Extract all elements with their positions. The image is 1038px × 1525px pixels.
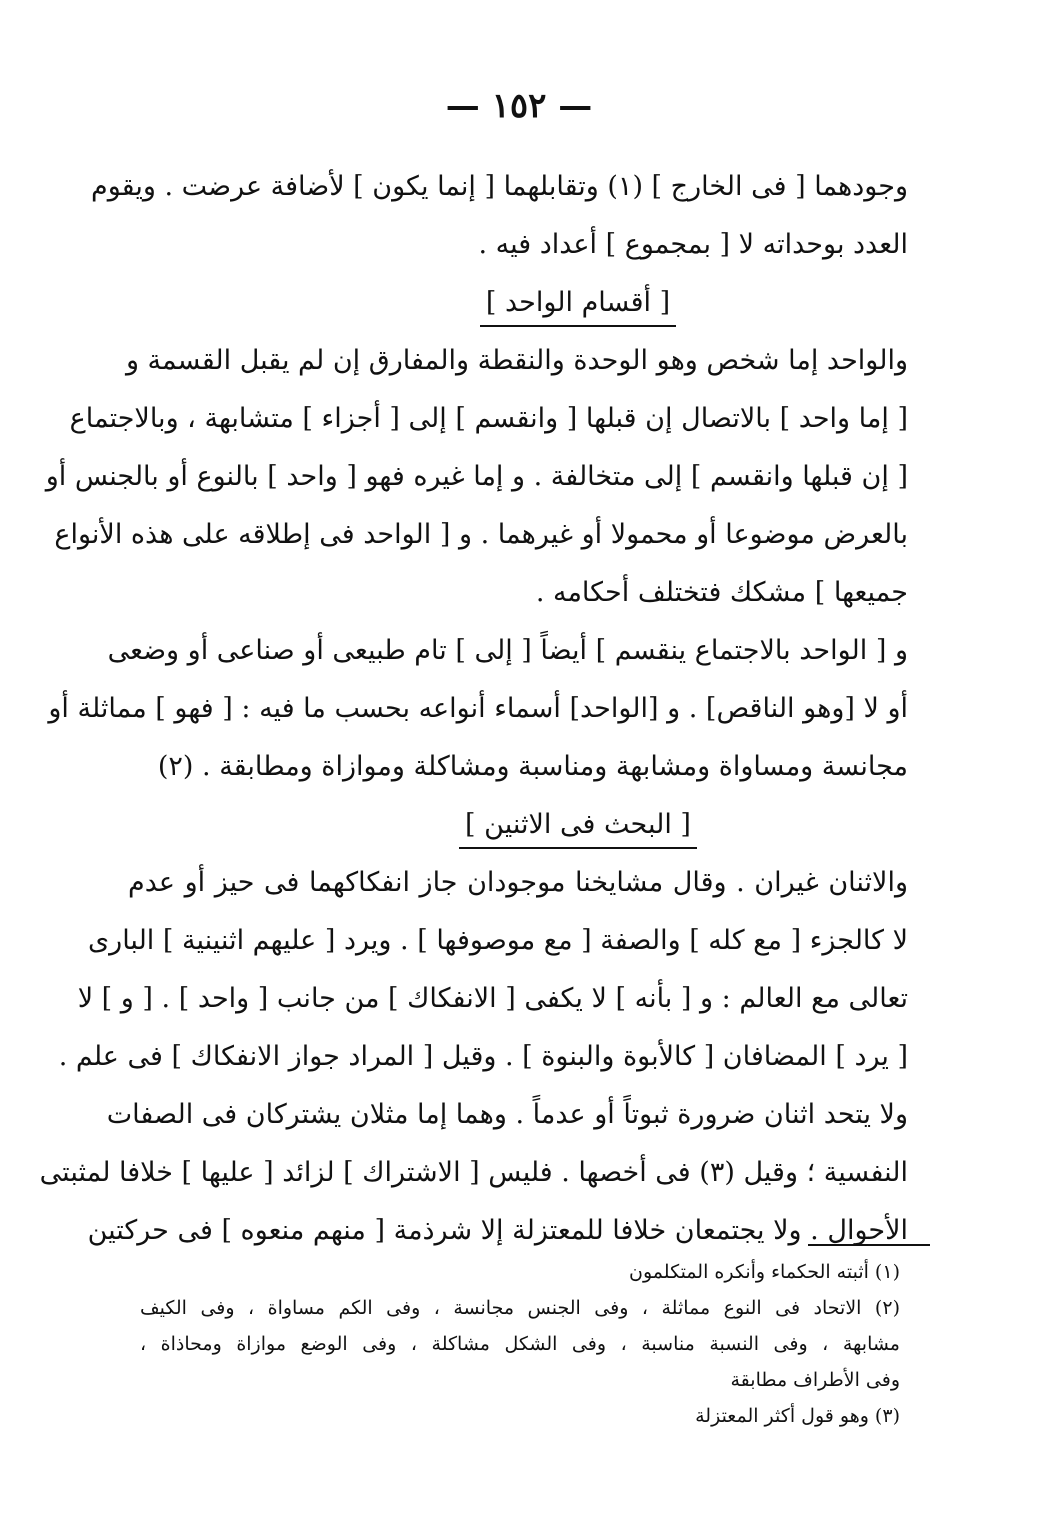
text-line: جميعها ] مشكك فتختلف أحكامه .: [535, 577, 908, 608]
section-heading: [128, 274, 908, 332]
section-heading-text: [ أقسام الواحد ]: [480, 281, 676, 327]
footnote: (٢) الاتحاد فى النوع مماثلة ، وفى الجنس مجانسة ، وفى الكم مساواة ، وفى الكيف: [140, 1297, 900, 1319]
main-text: [39, 158, 908, 1260]
section-heading: [128, 796, 908, 854]
footnotes: [140, 1254, 900, 1434]
text-line: بالعرض موضوعا أو محمولا أو غيرهما . و [ الواحد فى إطلاقه على هذه الأنواع: [54, 519, 908, 550]
text-line: والاثنان غيران . وقال مشايخنا موجودان جاز انفكاكهما فى حيز أو عدم: [128, 867, 908, 898]
text-line: النفسية ؛ وقيل (٣) فى أخصها . فليس [ الاشتراك ] لزائد [ عليها ] خلافا لمثبتى: [39, 1157, 908, 1188]
section-heading-text: [ البحث فى الاثنين ]: [459, 803, 697, 849]
text-line: [ إما واحد ] بالاتصال إن قبلها [ وانقسم ] إلى [ أجزاء ] متشابهة ، وبالاجتماع: [69, 403, 908, 434]
footnote-continuation: مشابهة ، وفى النسبة مناسبة ، وفى الشكل مشاكلة ، وفى الوضع موازاة ومحاذاة ،: [140, 1333, 900, 1355]
text-line: وجودهما [ فى الخارج ] (١) وتقابلهما [ إنما يكون ] لأضافة عرضت . ويقوم: [91, 171, 908, 202]
text-line: و [ الواحد بالاجتماع ينقسم ] أيضاً [ إلى ] تام طبيعى أو صناعى أو وضعى: [107, 635, 908, 666]
text-line: تعالى مع العالم : و [ بأنه ] لا يكفى [ الانفكاك ] من جانب [ واحد ] . [ و ] لا: [77, 983, 908, 1014]
text-line: مجانسة ومساواة ومشابهة ومناسبة ومشاكلة وموازاة ومطابقة . (٢): [157, 751, 908, 782]
text-line: العدد بوحداته لا [ بمجموع ] أعداد فيه .: [478, 229, 908, 260]
footnote: (١) أثبته الحكماء وأنكره المتكلمون: [629, 1261, 900, 1283]
footnote-divider: [808, 1244, 930, 1246]
text-line: ولا يتحد اثنان ضرورة ثبوتاً أو عدماً . وهما إما مثلان يشتركان فى الصفات: [106, 1099, 908, 1130]
text-line: الأحوال . ولا يجتمعان خلافا للمعتزلة إلا شرذمة [ منهم منعوه ] فى حركتين: [87, 1215, 908, 1246]
footnote: (٣) وهو قول أكثر المعتزلة: [695, 1405, 900, 1427]
text-line: [ يرد ] المضافان [ كالأبوة والبنوة ] . وقيل [ المراد جواز الانفكاك ] فى علم .: [58, 1041, 908, 1072]
footnote-continuation: وفى الأطراف مطابقة: [730, 1369, 900, 1391]
text-line: والواحد إما شخص وهو الوحدة والنقطة والمفارق إن لم يقبل القسمة و: [125, 345, 908, 376]
text-line: أو لا [وهو الناقص] . و [الواحد] أسماء أنواعه بحسب ما فيه : [ فهو ] مماثلة أو: [48, 693, 908, 724]
text-line: [ إن قبلها وانقسم ] إلى متخالفة . و إما غيره فهو [ واحد ] بالنوع أو بالجنس أو: [45, 461, 908, 492]
text-line: لا كالجزء [ مع كله ] والصفة [ مع موصوفها ] . ويرد [ عليهم اثنينية ] البارى: [88, 925, 908, 956]
page-number: — ١٥٢ —: [445, 86, 593, 126]
